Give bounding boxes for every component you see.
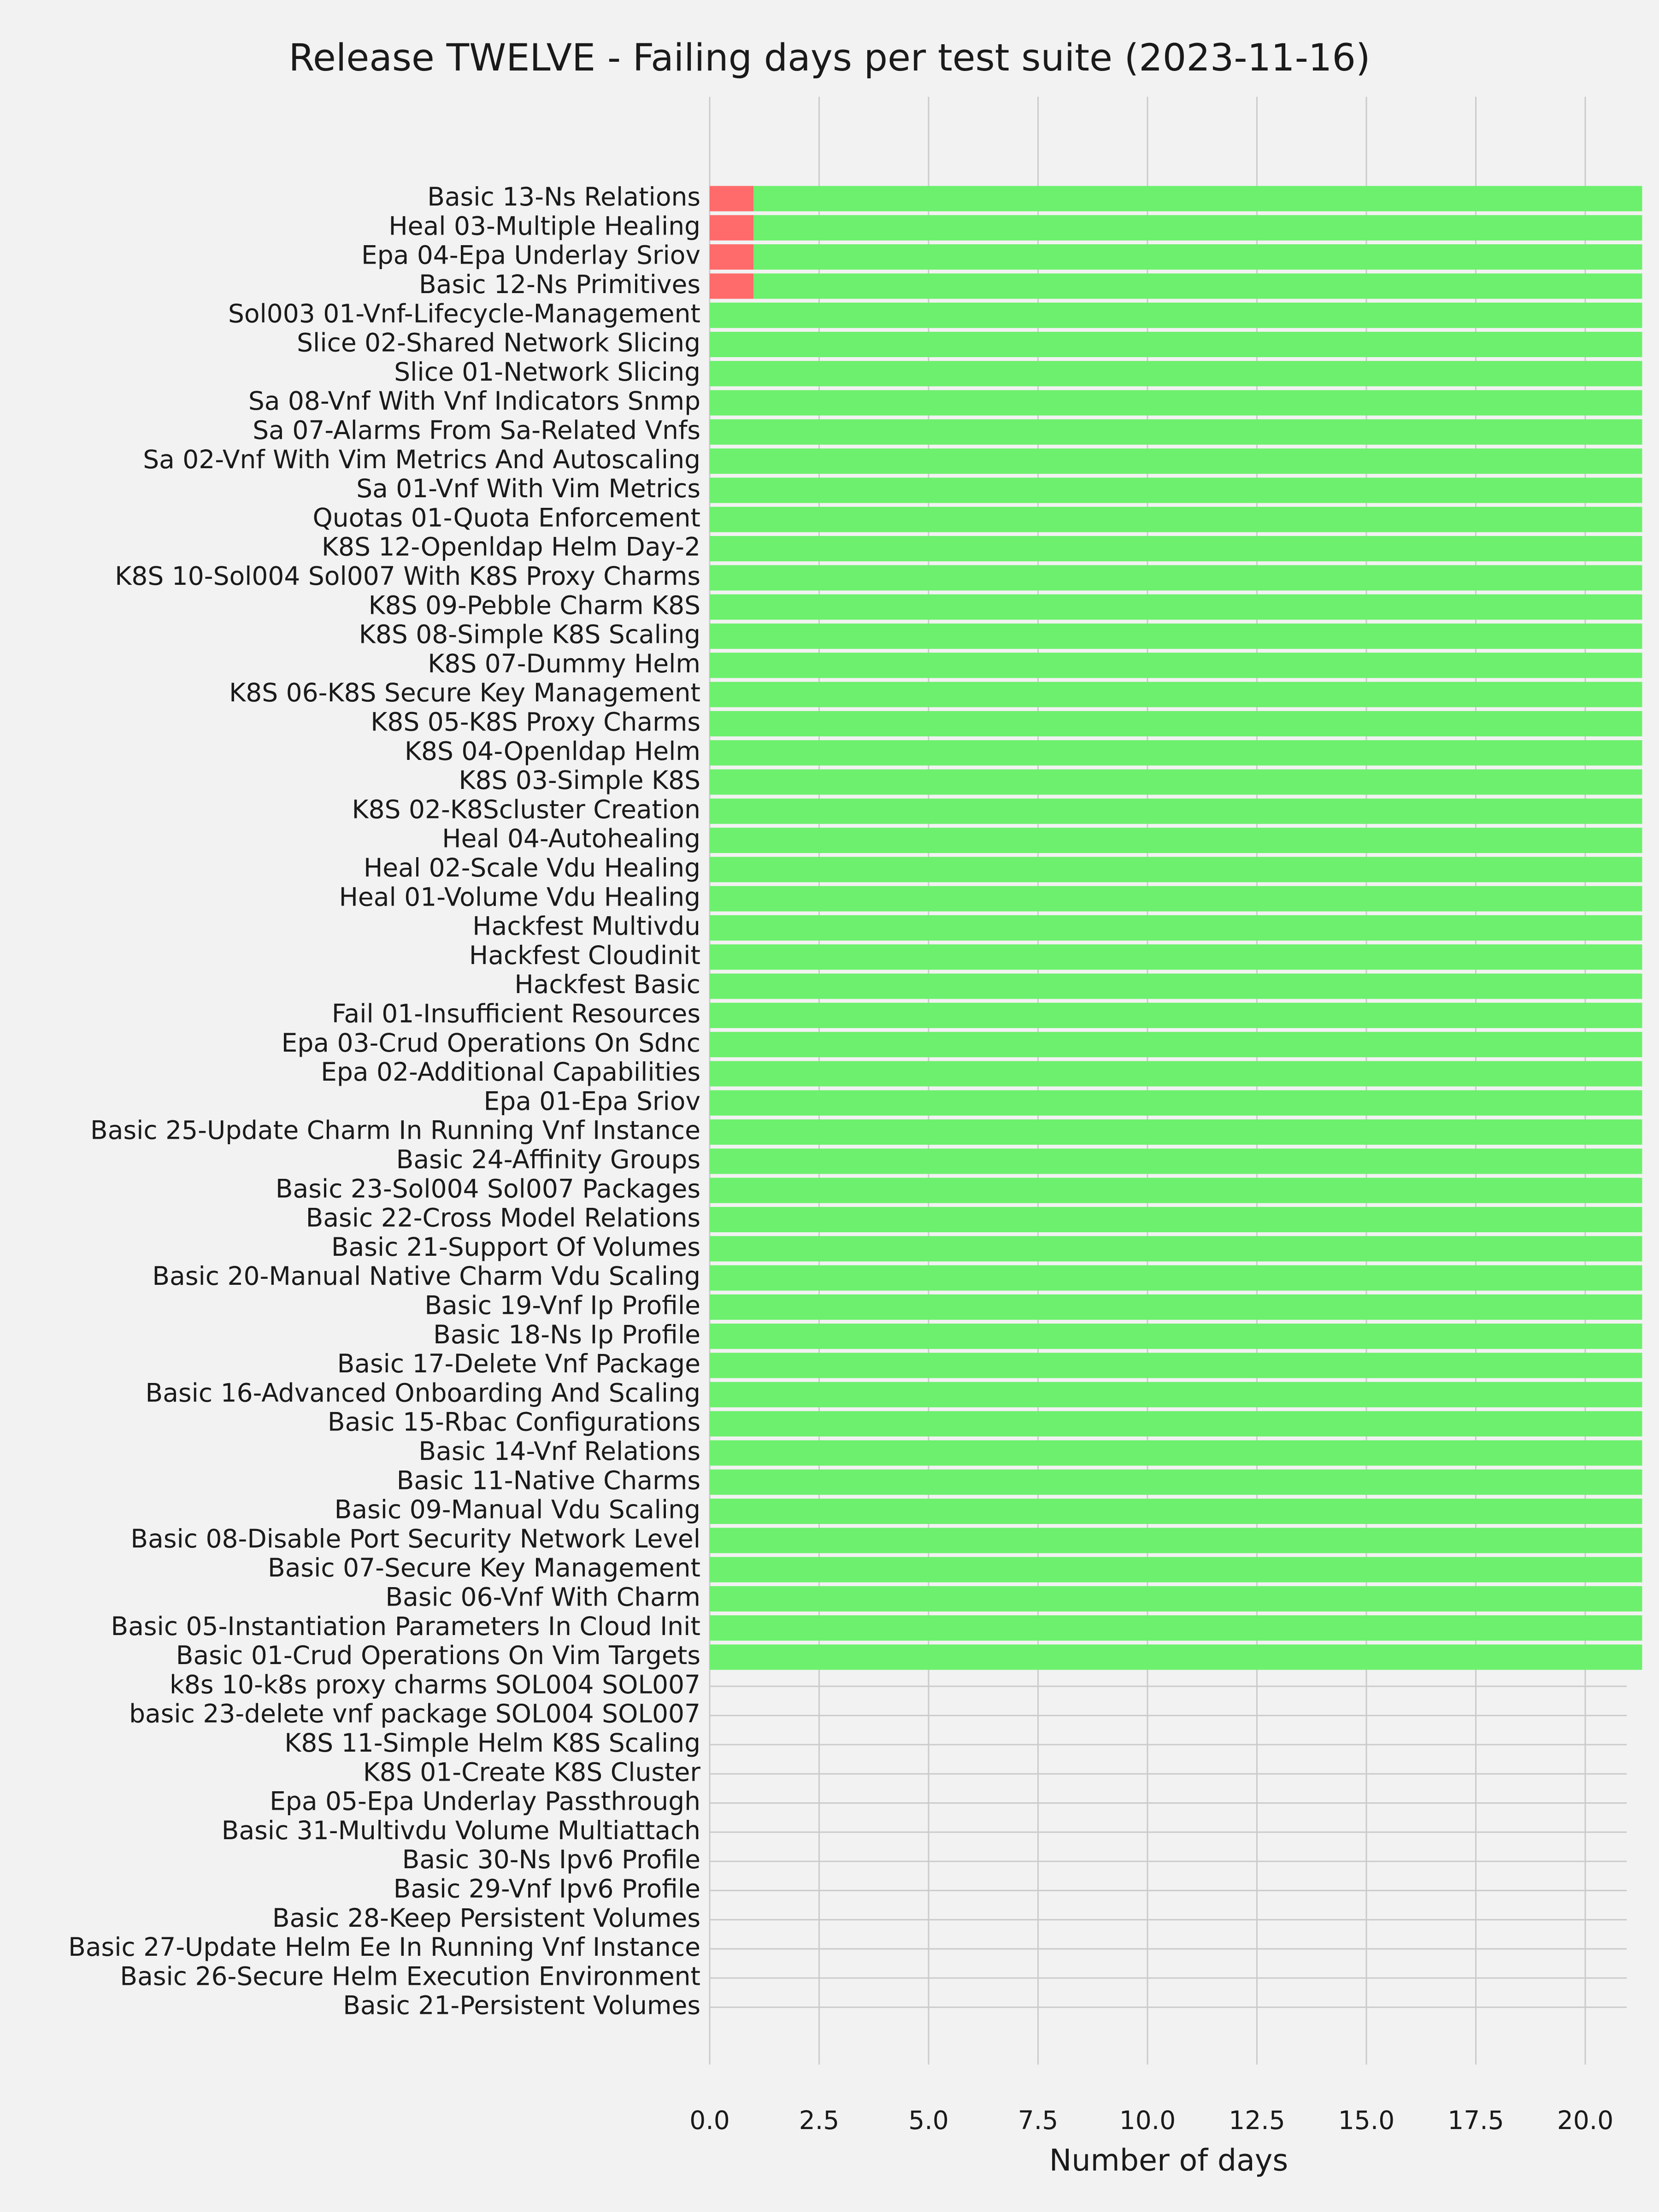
- bar-passing: [710, 624, 1642, 649]
- bar-passing: [710, 1440, 1642, 1465]
- bar-passing: [710, 828, 1642, 853]
- category-label: K8S 06-K8S Secure Key Management: [229, 678, 700, 708]
- category-label: Basic 08-Disable Port Security Network Level: [130, 1524, 700, 1553]
- category-label: Sol003 01-Vnf-Lifecycle-Management: [228, 299, 700, 329]
- category-label: Sa 01-Vnf With Vim Metrics: [356, 474, 700, 504]
- bar-passing: [710, 1236, 1642, 1261]
- category-label: Heal 03-Multiple Healing: [388, 211, 700, 241]
- bar-failing: [710, 273, 753, 299]
- bar-failing: [710, 186, 753, 212]
- bar-passing: [710, 974, 1642, 999]
- category-label: Basic 26-Secure Helm Execution Environment: [120, 1961, 700, 1991]
- x-tick-labels: [689, 2106, 1613, 2135]
- bar-passing: [710, 1207, 1642, 1232]
- bar-passing: [710, 711, 1642, 736]
- category-label: K8S 09-Pebble Charm K8S: [368, 590, 700, 620]
- bar-passing: [710, 1499, 1642, 1524]
- category-label: Basic 15-Rbac Configurations: [327, 1407, 700, 1437]
- category-label: Basic 11-Native Charms: [396, 1465, 700, 1495]
- chart-title: Release TWELVE - Failing days per test suite (2023-11-16): [288, 36, 1371, 80]
- category-label: Heal 04-Autohealing: [442, 824, 700, 853]
- bar-passing: [710, 478, 1642, 503]
- bar-passing: [710, 682, 1642, 707]
- category-label: Basic 05-Instantiation Parameters In Cloud Init: [111, 1611, 700, 1641]
- category-labels: [68, 182, 700, 2020]
- category-label: Basic 25-Update Charm In Running Vnf Instance: [90, 1115, 700, 1145]
- bar-failing: [710, 244, 753, 270]
- bar-passing: [710, 1032, 1642, 1057]
- category-label: Slice 02-Shared Network Slicing: [297, 328, 700, 358]
- category-label: Basic 16-Advanced Onboarding And Scaling: [145, 1378, 700, 1408]
- category-label: Basic 07-Secure Key Management: [267, 1553, 700, 1583]
- bar-passing: [710, 1528, 1642, 1553]
- bar-passing: [710, 944, 1642, 970]
- bar-passing: [710, 303, 1642, 328]
- category-label: Basic 21-Persistent Volumes: [343, 1990, 700, 2020]
- bar-passing: [710, 915, 1642, 941]
- category-label: Basic 20-Manual Native Charm Vdu Scaling: [152, 1261, 700, 1291]
- category-label: Basic 22-Cross Model Relations: [306, 1203, 700, 1233]
- category-label: Basic 24-Affinity Groups: [396, 1145, 700, 1175]
- x-tick-label: 2.5: [799, 2106, 840, 2135]
- bar-passing: [710, 1178, 1642, 1203]
- category-label: Slice 01-Network Slicing: [394, 357, 700, 387]
- bar-passing: [710, 1615, 1642, 1641]
- x-tick-label: 7.5: [1018, 2106, 1059, 2135]
- bar-passing: [710, 770, 1642, 795]
- category-label: Basic 23-Sol004 Sol007 Packages: [275, 1174, 700, 1204]
- category-label: Epa 04-Epa Underlay Sriov: [361, 240, 700, 270]
- bar-passing: [710, 1470, 1642, 1495]
- category-label: Hackfest Multivdu: [472, 911, 700, 941]
- category-label: K8S 10-Sol004 Sol007 With K8S Proxy Charms: [115, 561, 700, 591]
- category-label: Quotas 01-Quota Enforcement: [312, 503, 700, 533]
- category-label: Basic 27-Update Helm Ee In Running Vnf Instance: [68, 1932, 700, 1962]
- bar-failing: [710, 215, 753, 241]
- x-tick-label: 5.0: [908, 2106, 949, 2135]
- category-label: K8S 11-Simple Helm K8S Scaling: [284, 1728, 700, 1758]
- x-tick-label: 15.0: [1338, 2106, 1395, 2135]
- bar-passing: [710, 886, 1642, 912]
- bar-passing: [710, 419, 1642, 445]
- category-label: Basic 28-Keep Persistent Volumes: [272, 1903, 700, 1933]
- category-label: Basic 12-Ns Primitives: [418, 270, 700, 300]
- category-label: Epa 02-Additional Capabilities: [321, 1057, 700, 1087]
- bar-passing: [710, 1324, 1642, 1349]
- x-axis-label: Number of days: [1049, 2143, 1288, 2178]
- category-label: K8S 05-K8S Proxy Charms: [371, 707, 700, 737]
- category-label: Sa 07-Alarms From Sa-Related Vnfs: [253, 415, 700, 445]
- x-tick-label: 20.0: [1557, 2106, 1614, 2135]
- bar-passing: [710, 1586, 1642, 1612]
- category-label: K8S 08-Simple K8S Scaling: [359, 619, 700, 649]
- x-tick-label: 0.0: [689, 2106, 730, 2135]
- bar-passing: [710, 799, 1642, 824]
- bar-passing: [710, 361, 1642, 386]
- category-label: K8S 02-K8Scluster Creation: [352, 794, 700, 824]
- category-label: Basic 06-Vnf With Charm: [385, 1582, 700, 1612]
- bar-passing: [753, 215, 1642, 241]
- bar-passing: [710, 594, 1642, 620]
- bar-passing: [753, 186, 1642, 212]
- bar-passing: [710, 1382, 1642, 1407]
- category-label: K8S 07-Dummy Helm: [428, 648, 700, 678]
- x-tick-label: 10.0: [1119, 2106, 1176, 2135]
- category-label: Epa 01-Epa Sriov: [483, 1086, 700, 1116]
- bar-passing: [710, 1645, 1642, 1670]
- bar-passing: [710, 332, 1642, 357]
- bar-passing: [710, 1090, 1642, 1116]
- bar-passing: [710, 565, 1642, 590]
- bar-passing: [710, 1294, 1642, 1320]
- category-label: Basic 01-Crud Operations On Vim Targets: [176, 1641, 700, 1671]
- x-tick-label: 12.5: [1229, 2106, 1285, 2135]
- category-label: Basic 13-Ns Relations: [427, 182, 700, 212]
- bar-passing: [710, 448, 1642, 474]
- category-label: K8S 04-Openldap Helm: [404, 736, 700, 766]
- category-label: Basic 19-Vnf Ip Profile: [424, 1290, 700, 1320]
- bar-passing: [753, 244, 1642, 270]
- category-label: Basic 21-Support Of Volumes: [331, 1232, 700, 1262]
- bar-passing: [710, 390, 1642, 416]
- category-label: Basic 29-Vnf Ipv6 Profile: [393, 1874, 700, 1904]
- category-label: K8S 12-Openldap Helm Day-2: [321, 532, 700, 562]
- category-label: Basic 18-Ns Ip Profile: [433, 1319, 700, 1349]
- category-label: Epa 03-Crud Operations On Sdnc: [281, 1028, 700, 1058]
- category-label: Fail 01-Insufficient Resources: [331, 999, 700, 1029]
- bars: [710, 186, 1642, 1670]
- category-label: Basic 17-Delete Vnf Package: [337, 1349, 700, 1379]
- category-label: Sa 08-Vnf With Vnf Indicators Snmp: [248, 386, 700, 416]
- bar-passing: [710, 1148, 1642, 1174]
- category-label: Basic 31-Multivdu Volume Multiattach: [221, 1815, 700, 1845]
- category-label: K8S 03-Simple K8S: [459, 765, 700, 795]
- category-label: K8S 01-Create K8S Cluster: [363, 1757, 700, 1787]
- bar-passing: [710, 653, 1642, 678]
- bar-passing: [710, 1411, 1642, 1436]
- category-label: Heal 02-Scale Vdu Healing: [363, 853, 700, 883]
- bar-passing: [710, 1061, 1642, 1087]
- bar-passing: [710, 507, 1642, 532]
- category-label: Epa 05-Epa Underlay Passthrough: [270, 1786, 700, 1816]
- category-label: k8s 10-k8s proxy charms SOL004 SOL007: [170, 1670, 700, 1700]
- bar-passing: [710, 1119, 1642, 1145]
- bar-passing: [710, 1353, 1642, 1378]
- x-tick-label: 17.5: [1447, 2106, 1504, 2135]
- bar-passing: [710, 1557, 1642, 1583]
- category-label: Sa 02-Vnf With Vim Metrics And Autoscaling: [143, 444, 700, 474]
- bar-passing: [710, 857, 1642, 882]
- category-label: Basic 14-Vnf Relations: [418, 1436, 700, 1466]
- category-label: Hackfest Cloudinit: [469, 940, 700, 970]
- category-label: basic 23-delete vnf package SOL004 SOL007: [129, 1699, 700, 1729]
- bar-passing: [710, 536, 1642, 561]
- category-label: Basic 09-Manual Vdu Scaling: [334, 1494, 700, 1524]
- bar-passing: [710, 1265, 1642, 1291]
- category-label: Heal 01-Volume Vdu Healing: [339, 882, 700, 912]
- bar-passing: [753, 273, 1642, 299]
- category-label: Basic 30-Ns Ipv6 Profile: [402, 1845, 700, 1875]
- bar-passing: [710, 740, 1642, 765]
- bar-passing: [710, 1003, 1642, 1028]
- category-label: Hackfest Basic: [514, 970, 700, 1000]
